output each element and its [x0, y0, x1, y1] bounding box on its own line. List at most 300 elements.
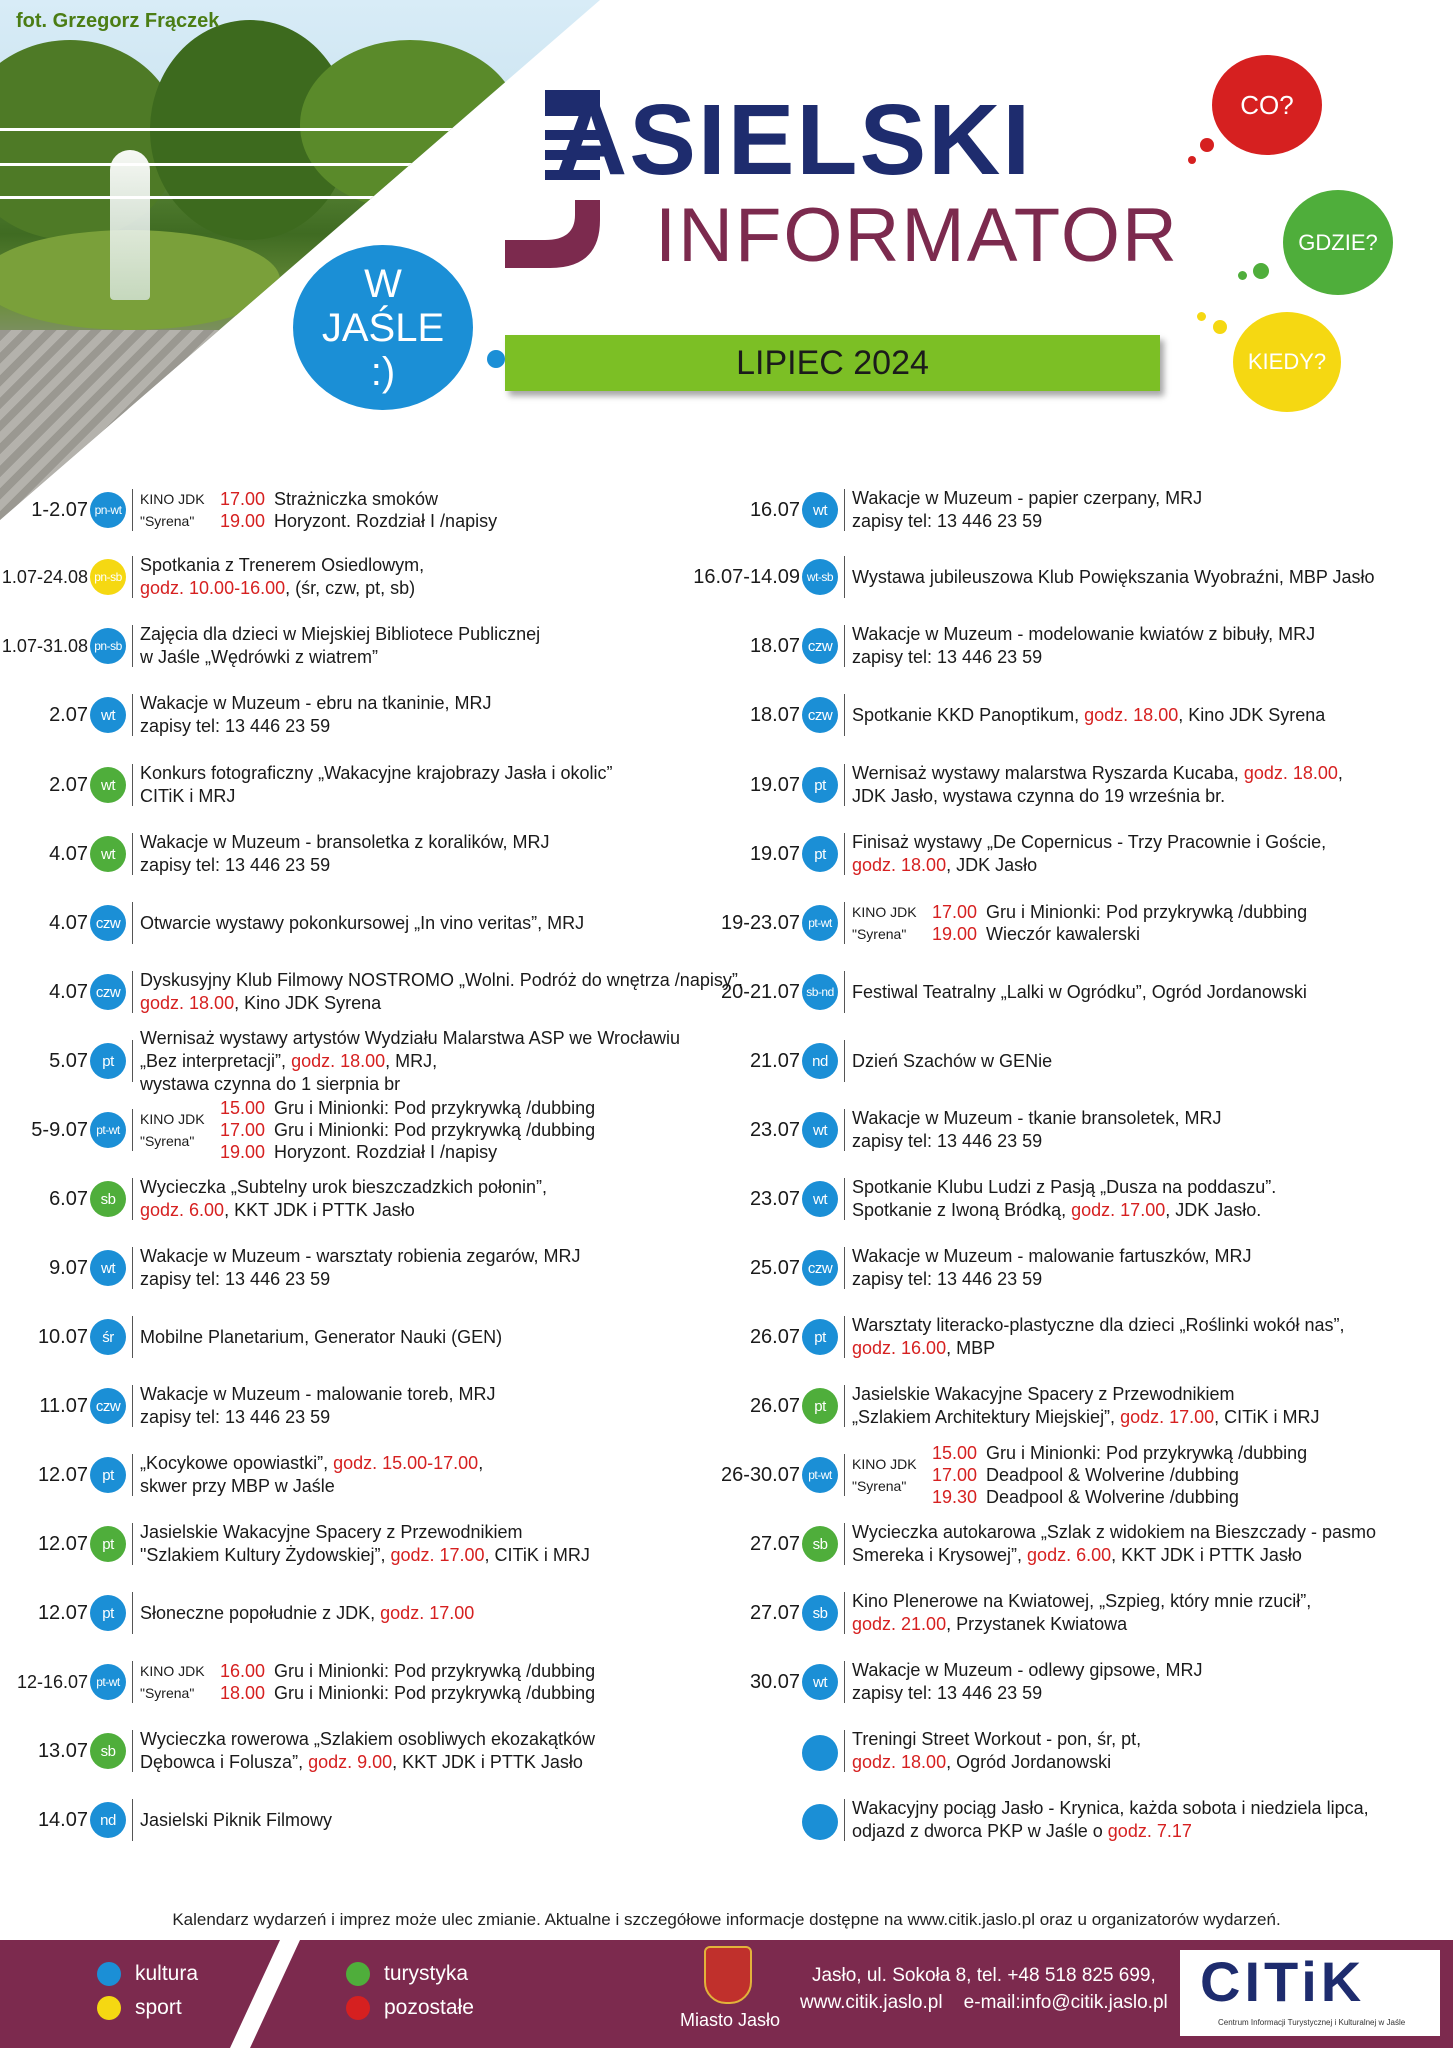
- day-badge-icon: wt: [90, 697, 126, 733]
- event-description: [852, 967, 1307, 1017]
- kultura-dot-icon: [97, 1962, 121, 1986]
- co-bubble: [1212, 55, 1322, 155]
- event-description: [140, 1027, 680, 1095]
- event-text: „Kocykowe opowiastki”,: [140, 1453, 334, 1473]
- event-row: [10, 690, 710, 740]
- event-date: 27.07: [749, 1601, 800, 1624]
- event-line: [852, 785, 1343, 808]
- event-date: 1-2.07: [31, 498, 88, 521]
- event-time: godz. 17.00: [1071, 1200, 1166, 1220]
- event-text: zapisy tel: 13 446 23 59: [140, 855, 331, 875]
- event-line: [140, 1268, 580, 1291]
- event-description: [140, 1450, 483, 1500]
- event-row: [10, 1243, 710, 1293]
- showtime-time: 18.00: [220, 1683, 266, 1703]
- event-text: ,: [478, 1453, 484, 1473]
- showtimes: [220, 485, 497, 535]
- event-description: [140, 1312, 502, 1362]
- event-line: [852, 981, 1307, 1004]
- event-line: [140, 1326, 502, 1349]
- event-date: 19-23.07: [721, 911, 800, 934]
- event-row: [10, 829, 710, 879]
- showtime-title: Gru i Minionki: Pod przykrywką /dubbing: [274, 1683, 596, 1703]
- event-description: [852, 1174, 1276, 1224]
- event-text: Dębowca i Folusza”,: [140, 1752, 309, 1772]
- event-time: godz. 18.00: [140, 993, 235, 1013]
- day-badge-icon: wt: [90, 1250, 126, 1286]
- event-line: [140, 1751, 595, 1774]
- event-text: Wycieczka autokarowa „Szlak z widokiem na Bieszczady - pasmo: [852, 1522, 1377, 1542]
- showtime-time: 19.00: [220, 1142, 266, 1162]
- event-row: [700, 1588, 1440, 1638]
- event-text: , KKT JDK i PTTK Jasło: [224, 1200, 415, 1220]
- kino-label-line: "Syrena": [852, 926, 907, 942]
- legend-kultura-label: kultura: [135, 1962, 199, 1985]
- event-row: [10, 760, 710, 810]
- event-text: skwer przy MBP w Jaśle: [140, 1476, 335, 1496]
- showtime-time: 17.00: [220, 489, 266, 509]
- event-date: 2.07: [49, 773, 88, 796]
- event-text: , JDK Jasło.: [1165, 1200, 1262, 1220]
- event-text: Wakacje w Muzeum - tkanie bransoletek, MRJ: [852, 1108, 1222, 1128]
- day-badge-icon: czw: [802, 628, 838, 664]
- event-text: Wycieczka „Subtelny urok bieszczadzkich połonin”,: [140, 1177, 548, 1197]
- event-line: [852, 510, 1202, 533]
- legend-sport: [97, 1996, 182, 2020]
- event-line: [140, 1406, 495, 1429]
- event-text: JDK Jasło, wystawa czynna do 19 września br.: [852, 786, 1226, 806]
- event-row: [700, 690, 1440, 740]
- day-badge-icon: wt: [802, 1181, 838, 1217]
- event-time: godz. 18.00: [291, 1050, 386, 1071]
- event-date: 13.07: [37, 1739, 88, 1762]
- event-description: [140, 898, 584, 948]
- event-text: zapisy tel: 13 446 23 59: [852, 647, 1043, 667]
- event-time: godz. 6.00: [140, 1200, 225, 1220]
- gdzie-bubble: [1283, 190, 1393, 295]
- showtime-title: Wieczór kawalerski: [986, 924, 1141, 944]
- event-text: w Jaśle „Wędrówki z wiatrem”: [140, 647, 379, 667]
- event-text: , Przystanek Kwiatowa: [946, 1614, 1128, 1634]
- showtime-title: Deadpool & Wolverine /dubbing: [986, 1465, 1239, 1485]
- event-line: [852, 1314, 1345, 1337]
- event-line: [852, 1245, 1251, 1268]
- day-badge-icon: czw: [90, 1388, 126, 1424]
- event-description: [140, 1588, 474, 1638]
- event-description: [852, 760, 1343, 810]
- sport-dot-icon: [97, 1996, 121, 2020]
- event-text: Smereka i Krysowej”,: [852, 1545, 1028, 1565]
- city-label: Miasto Jasło: [679, 2010, 781, 2030]
- event-row: [10, 1657, 710, 1707]
- event-row: [700, 1519, 1440, 1569]
- kino-label-line: "Syrena": [140, 513, 195, 529]
- event-row: [700, 829, 1440, 879]
- event-line: [852, 1659, 1202, 1682]
- event-text: , MBP: [946, 1338, 996, 1358]
- event-text: Finisaż wystawy „De Copernicus - Trzy Pracownie i Goście,: [852, 832, 1327, 852]
- event-line: [140, 1073, 680, 1096]
- event-line: [852, 1820, 1369, 1843]
- event-line: [852, 1751, 1141, 1774]
- legend-sport-label: sport: [135, 1996, 182, 2019]
- email-link[interactable]: e-mail:info@citik.jaslo.pl: [963, 1992, 1168, 2013]
- event-date: 23.07: [749, 1118, 800, 1141]
- event-text: , KKT JDK i PTTK Jasło: [392, 1752, 583, 1772]
- event-date: 16.07: [749, 498, 800, 521]
- event-line: [140, 992, 743, 1015]
- showtime-line: [220, 1682, 595, 1704]
- event-line: [852, 1682, 1202, 1705]
- event-date: 4.07: [49, 842, 88, 865]
- event-row: [700, 967, 1440, 1017]
- citik-logo-subtitle: Centrum Informacji Turystycznej i Kulturalnej w Jaśle: [1218, 2018, 1406, 2027]
- day-badge-icon: pt-wt: [802, 905, 838, 941]
- kino-label-line: KINO JDK: [852, 904, 917, 920]
- event-date: 5.07: [49, 1049, 88, 1072]
- event-line: [852, 1383, 1319, 1406]
- event-line: [852, 623, 1315, 646]
- event-row: [700, 621, 1440, 671]
- event-time: godz. 10.00-16.00: [140, 578, 286, 598]
- showtime-time: 16.00: [220, 1661, 266, 1681]
- day-badge-icon: wt: [90, 836, 126, 872]
- event-text: , CITiK i MRJ: [484, 1545, 590, 1565]
- event-line: [852, 1544, 1376, 1567]
- event-text: zapisy tel: 13 446 23 59: [852, 1683, 1043, 1703]
- event-text: Jasielskie Wakacyjne Spacery z Przewodnikiem: [852, 1384, 1235, 1404]
- event-line: [140, 1809, 332, 1832]
- event-text: Jasielskie Wakacyjne Spacery z Przewodnikiem: [140, 1522, 523, 1542]
- day-badge-icon: [802, 1735, 838, 1771]
- day-badge-icon: pn-sb: [90, 628, 126, 664]
- website-link[interactable]: www.citik.jaslo.pl: [800, 1992, 943, 2013]
- day-badge-icon: nd: [802, 1043, 838, 1079]
- showtime-line: [932, 1486, 1307, 1508]
- kino-label-line: KINO JDK: [852, 1456, 917, 1472]
- event-row: [700, 1174, 1440, 1224]
- day-badge-icon: sb-nd: [802, 974, 838, 1010]
- day-badge-icon: sb: [802, 1526, 838, 1562]
- event-description: [852, 1657, 1202, 1707]
- legend-turystyka-label: turystyka: [384, 1962, 469, 1985]
- event-line: [140, 1521, 590, 1544]
- event-line: [140, 854, 549, 877]
- showtime-time: 19.30: [932, 1487, 978, 1507]
- kino-label-line: "Syrena": [852, 1478, 907, 1494]
- day-badge-icon: pt: [802, 1319, 838, 1355]
- event-text: Słoneczne popołudnie z JDK,: [140, 1602, 381, 1623]
- showtime-time: 15.00: [220, 1098, 266, 1118]
- event-line: [140, 715, 491, 738]
- showtime-line: [220, 1097, 595, 1119]
- city-bubble-label: W JAŚLE :): [321, 261, 445, 394]
- showtime-title: Gru i Minionki: Pod przykrywką /dubbing: [274, 1661, 596, 1681]
- event-description: [852, 1243, 1251, 1293]
- event-line: [852, 1337, 1345, 1360]
- showtime-time: 17.00: [932, 902, 978, 922]
- day-badge-icon: pn-sb: [90, 559, 126, 595]
- event-text: Wernisaż wystawy malarstwa Ryszarda Kucaba,: [852, 763, 1244, 783]
- event-description: [852, 1795, 1369, 1845]
- event-time: godz. 18.00: [1243, 763, 1338, 783]
- day-badge-icon: sb: [90, 1181, 126, 1217]
- event-line: [140, 646, 540, 669]
- event-line: [852, 487, 1202, 510]
- event-row: [700, 485, 1440, 535]
- event-time: godz. 16.00: [852, 1338, 947, 1358]
- event-line: [852, 646, 1315, 669]
- event-text: "Szlakiem Kultury Żydowskiej”,: [140, 1545, 391, 1565]
- event-row: [10, 1795, 710, 1845]
- event-date: 30.07: [749, 1670, 800, 1693]
- event-row: [10, 1174, 710, 1224]
- event-row: [10, 485, 710, 535]
- event-text: Wakacje w Muzeum - papier czerpany, MRJ: [852, 488, 1203, 508]
- showtime-line: [932, 1442, 1307, 1464]
- event-date: 5-9.07: [31, 1118, 88, 1141]
- event-text: Kino Plenerowe na Kwiatowej, „Szpieg, który mnie rzucił”,: [852, 1591, 1312, 1611]
- day-badge-icon: pt-wt: [90, 1664, 126, 1700]
- event-time: godz. 15.00-17.00: [333, 1453, 479, 1473]
- event-date: 4.07: [49, 911, 88, 934]
- logo-subtitle: INFORMATOR: [655, 193, 1179, 278]
- showtime-time: 19.00: [220, 511, 266, 531]
- gdzie-label: GDZIE?: [1298, 229, 1378, 255]
- event-description: [140, 552, 424, 602]
- event-text: Dzień Szachów w GENie: [852, 1050, 1053, 1071]
- event-line: [852, 762, 1343, 785]
- event-description: [852, 1312, 1345, 1362]
- event-line: [852, 1107, 1221, 1130]
- event-line: [852, 1406, 1319, 1429]
- event-text: Jasielski Piknik Filmowy: [140, 1809, 333, 1830]
- turystyka-dot-icon: [346, 1962, 370, 1986]
- event-text: Spotkanie KKD Panoptikum,: [852, 704, 1085, 725]
- event-line: [140, 623, 540, 646]
- logo-title: ASIELSKI: [555, 84, 1033, 196]
- event-line: [140, 1544, 590, 1567]
- event-line: [140, 1050, 680, 1073]
- kiedy-bubble: [1233, 312, 1341, 412]
- showtime-title: Gru i Minionki: Pod przykrywką /dubbing: [986, 1443, 1308, 1463]
- event-text: zapisy tel: 13 446 23 59: [852, 1131, 1043, 1151]
- event-date: 16.07-14.09: [693, 565, 800, 588]
- event-text: Zajęcia dla dzieci w Miejskiej Bibliotece Publicznej: [140, 624, 541, 644]
- event-text: odjazd z dworca PKP w Jaśle o: [852, 1821, 1108, 1841]
- event-text: zapisy tel: 13 446 23 59: [852, 1269, 1043, 1289]
- event-line: [852, 704, 1325, 727]
- day-badge-icon: pt: [802, 767, 838, 803]
- showtimes: [220, 1094, 595, 1166]
- showtime-title: Horyzont. Rozdział I /napisy: [274, 1142, 498, 1162]
- event-description: [852, 1381, 1319, 1431]
- event-date: 1.07-24.08: [1, 566, 88, 587]
- event-description: [852, 1036, 1052, 1086]
- event-line: [140, 1452, 483, 1475]
- event-row: [700, 1243, 1440, 1293]
- event-description: [140, 1726, 595, 1776]
- event-description: [852, 485, 1202, 535]
- event-row: [10, 1519, 710, 1569]
- event-text: Mobilne Planetarium, Generator Nauki (GEN): [140, 1326, 503, 1347]
- event-text: ,: [1337, 763, 1343, 783]
- kino-label-line: KINO JDK: [140, 1111, 205, 1127]
- disclaimer: Kalendarz wydarzeń i imprez może ulec zmianie. Aktualne i szczegółowe informacje dostępne na www.citik.jaslo.pl oraz u organizatorów wydarzeń.: [172, 1910, 1281, 1929]
- event-date: 12.07: [37, 1463, 88, 1486]
- event-description: [140, 967, 743, 1017]
- event-text: Wernisaż wystawy artystów Wydziału Malarstwa ASP we Wrocławiu: [140, 1027, 680, 1048]
- event-text: Wystawa jubileuszowa Klub Powiększania Wyobraźni, MBP Jasło: [852, 566, 1375, 587]
- event-line: [140, 1475, 483, 1498]
- event-line: [140, 1245, 580, 1268]
- event-line: [852, 1613, 1311, 1636]
- event-date: 18.07: [749, 703, 800, 726]
- event-text: Wakacje w Muzeum - malowanie fartuszków, MRJ: [852, 1246, 1252, 1266]
- month-banner: [505, 335, 1160, 391]
- day-badge-icon: czw: [802, 1250, 838, 1286]
- event-description: [852, 1105, 1221, 1155]
- event-date: [700, 1726, 800, 1776]
- event-row: [10, 1027, 710, 1094]
- event-line: [852, 1176, 1276, 1199]
- event-line: [140, 577, 424, 600]
- legend-kultura: [97, 1962, 198, 1986]
- event-text: , Ogród Jordanowski: [946, 1752, 1112, 1772]
- event-row: [10, 898, 710, 948]
- day-badge-icon: pt: [90, 1457, 126, 1493]
- day-badge-icon: wt-sb: [802, 559, 838, 595]
- kino-label: [852, 1450, 917, 1500]
- event-description: [140, 829, 549, 879]
- event-description: [140, 1174, 547, 1224]
- showtimes: [220, 1657, 595, 1707]
- event-date: 26-30.07: [721, 1463, 800, 1486]
- event-line: [852, 1521, 1376, 1544]
- event-text: , JDK Jasło: [946, 855, 1038, 875]
- citik-logo: CITiK: [1200, 1950, 1366, 2013]
- showtime-line: [932, 923, 1307, 945]
- event-description: [852, 1726, 1141, 1776]
- event-time: godz. 21.00: [852, 1614, 947, 1634]
- event-time: godz. 18.00: [852, 855, 947, 875]
- event-text: Wakacje w Muzeum - bransoletka z koralików, MRJ: [140, 832, 550, 852]
- event-description: [852, 829, 1326, 879]
- event-description: [140, 1795, 332, 1845]
- legend-pozostale-label: pozostałe: [384, 1996, 474, 2019]
- showtime-line: [932, 1464, 1307, 1486]
- event-date: 12.07: [37, 1601, 88, 1624]
- event-row: [700, 760, 1440, 810]
- day-badge-icon: czw: [802, 697, 838, 733]
- event-line: [140, 1602, 474, 1625]
- kino-label-line: KINO JDK: [140, 491, 205, 507]
- event-description: [140, 690, 491, 740]
- showtime-line: [220, 1119, 595, 1141]
- kiedy-label: KIEDY?: [1247, 349, 1327, 374]
- event-text: Wakacje w Muzeum - malowanie toreb, MRJ: [140, 1384, 496, 1404]
- contact-info: [800, 1962, 1168, 2016]
- showtime-line: [220, 1141, 595, 1163]
- event-row: [700, 1036, 1440, 1086]
- event-line: [140, 831, 549, 854]
- event-row: [10, 1588, 710, 1638]
- event-time: godz. 7.17: [1107, 1821, 1192, 1841]
- event-text: zapisy tel: 13 446 23 59: [140, 1407, 331, 1427]
- event-date: 10.07: [37, 1325, 88, 1348]
- event-row: [1, 621, 710, 671]
- event-line: [140, 912, 584, 935]
- event-text: Wakacyjny pociąg Jasło - Krynica, każda sobota i niedziela lipca,: [852, 1798, 1369, 1818]
- day-badge-icon: czw: [90, 974, 126, 1010]
- event-time: godz. 17.00: [390, 1545, 485, 1565]
- showtime-title: Strażniczka smoków: [274, 489, 439, 509]
- event-text: Treningi Street Workout - pon, śr, pt,: [852, 1729, 1142, 1749]
- event-text: zapisy tel: 13 446 23 59: [852, 511, 1043, 531]
- day-badge-icon: pt: [90, 1595, 126, 1631]
- event-text: „Szlakiem Architektury Miejskiej”,: [852, 1407, 1121, 1427]
- event-description: [852, 690, 1325, 740]
- day-badge-icon: pt-wt: [802, 1457, 838, 1493]
- event-date: 12.07: [37, 1532, 88, 1555]
- event-date: 23.07: [749, 1187, 800, 1210]
- event-time: godz. 9.00: [308, 1752, 393, 1772]
- event-date: 1.07-31.08: [1, 635, 88, 656]
- showtime-title: Gru i Minionki: Pod przykrywką /dubbing: [274, 1120, 596, 1140]
- event-row: [10, 1381, 710, 1431]
- event-row: [10, 1726, 710, 1776]
- showtimes: [932, 1439, 1307, 1511]
- event-line: [852, 1268, 1251, 1291]
- day-badge-icon: wt: [802, 1112, 838, 1148]
- day-badge-icon: wt: [802, 1664, 838, 1700]
- showtime-title: Deadpool & Wolverine /dubbing: [986, 1487, 1239, 1507]
- event-text: Wakacje w Muzeum - warsztaty robienia zegarów, MRJ: [140, 1246, 581, 1266]
- event-line: [140, 762, 613, 785]
- event-text: Dyskusyjny Klub Filmowy NOSTROMO „Wolni. Podróż do wnętrza /napisy”,: [140, 970, 743, 990]
- pozostale-dot-icon: [346, 1996, 370, 2020]
- day-badge-icon: wt: [802, 492, 838, 528]
- event-row: [700, 1312, 1440, 1362]
- day-badge-icon: pt: [802, 836, 838, 872]
- event-row: [700, 1657, 1440, 1707]
- event-line: [852, 1797, 1369, 1820]
- event-row: [700, 1795, 1440, 1845]
- day-badge-icon: czw: [90, 905, 126, 941]
- event-description: [852, 1588, 1311, 1638]
- event-text: , KKT JDK i PTTK Jasło: [1111, 1545, 1302, 1565]
- event-text: zapisy tel: 13 446 23 59: [140, 716, 331, 736]
- event-row: [10, 1098, 710, 1162]
- event-line: [140, 1199, 547, 1222]
- event-text: Otwarcie wystawy pokonkursowej „In vino veritas”, MRJ: [140, 912, 585, 933]
- kino-label: [140, 1657, 205, 1707]
- kino-label: [852, 898, 917, 948]
- event-row: [1, 552, 710, 602]
- day-badge-icon: nd: [90, 1802, 126, 1838]
- event-description: [140, 1243, 580, 1293]
- event-description: [140, 1381, 495, 1431]
- event-line: [140, 785, 613, 808]
- event-description: [140, 1519, 590, 1569]
- event-time: godz. 18.00: [1084, 704, 1179, 725]
- event-line: [852, 831, 1326, 854]
- day-badge-icon: pt: [90, 1526, 126, 1562]
- event-text: wystawa czynna do 1 sierpnia br: [140, 1073, 401, 1094]
- event-row: [700, 1105, 1440, 1155]
- legend-turystyka: [346, 1962, 468, 1986]
- event-line: [140, 1027, 680, 1050]
